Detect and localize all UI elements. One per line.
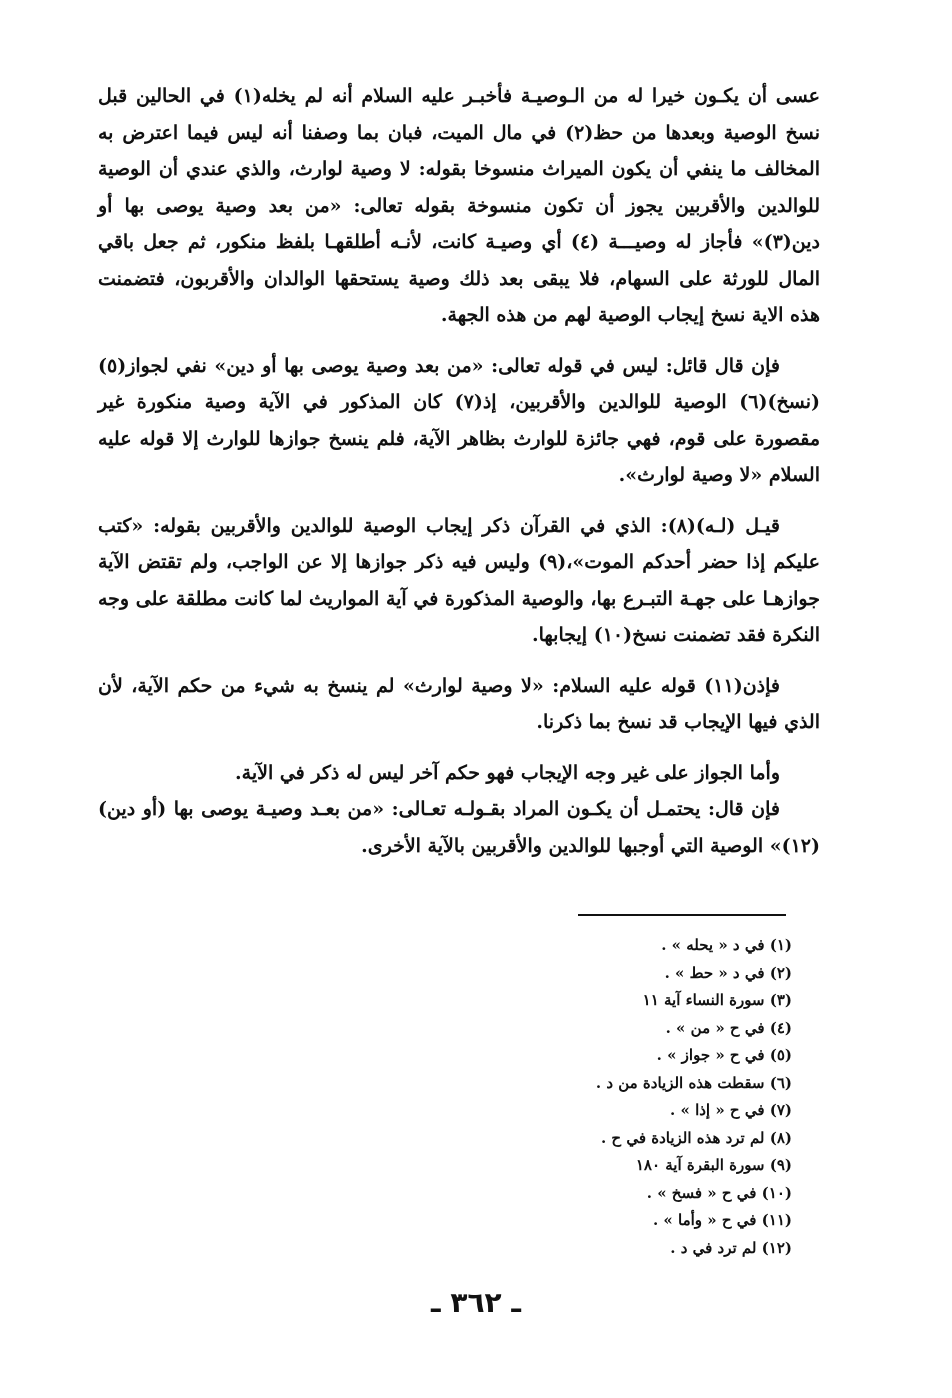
footnote: (٦) سقطت هذه الزيادة من د . [595, 1073, 792, 1092]
paragraph: عسى أن يكـون خيرا له من الـوصيـة فأخبـر عليه السلام أنه لم يخله(١) في الحالين قبل نسخ الوصية وبعدها من حظ(٢) في مال الميت، فبان بما وصفنا أنه ليس فيما اعترض به المخالف ما ينفي أن يكون الميراث منسوخا بقوله: لا وصية لوارث، والذي عندي أن الوصية للوالدين والأقربين يجوز أن تكون منسوخة بقوله تعالى: «من بعد وصية يوصى بها أو دين(٣)» فأجاز له وصيـــة (٤) أي وصيـة كانت، لأنـه أطلقهـا بلفظ منكور، ثم جعل باقي المال للورثة على السهام، فلا يبقى بعد ذلك وصية يستحقها الوالدان والأقربون، فتضمنت هذه الاية نسخ إيجاب الوصية لهم من هذه الجهة. [98, 85, 820, 326]
paragraph: فإن قال: يحتمـل أن يكـون المراد بقـولـه تعـالى: «من بعـد وصيـة يوصى بها (أو دين)(١٢)» الوصية التي أوجبها للوالدين والأقربين بالآية الأخرى. [98, 798, 820, 857]
footnote: (١٠) في ح « فسخ » . [646, 1183, 792, 1202]
footnote: (٣) سورة النساء آية ١١ [642, 991, 792, 1009]
footnote: (١٢) لم ترد في د . [670, 1238, 792, 1257]
footnote-separator [578, 914, 786, 916]
footnote: (٨) لم ترد هذه الزيادة في ح . [600, 1128, 792, 1147]
footnote: (٢) في د « حط » . [664, 963, 792, 982]
paragraph: وأما الجواز على غير وجه الإيجاب فهو حكم آخر ليس له ذكر في الآية. [235, 761, 780, 784]
paragraph: فإن قال قائل: ليس في قوله تعالى: «من بعد وصية يوصى بها أو دين» نفي لجواز(٥) (نسخ)(٦) الوصية للوالدين والأقربين، إذ(٧) كان المذكور في الآية وصية منكورة غير مقصورة على قوم، فهي جائزة للوارث بظاهر الآية، فلم ينسخ جوازها للوارث إلا قوله عليه السلام «لا وصية لوارث». [98, 354, 820, 486]
footnote: (٤) في ح « من » . [665, 1018, 792, 1037]
footnote: (٥) في ح « جواز » . [656, 1046, 792, 1064]
footnote: (١١) في ح « وأما » . [652, 1211, 792, 1229]
footnote: (١) في د « يحله » . [661, 936, 792, 954]
footnotes-list [440, 932, 792, 1262]
page-number: ـ ٣٦٢ ـ [431, 1286, 521, 1319]
body-text [98, 78, 820, 864]
footnote: (٩) سورة البقرة آية ١٨٠ [635, 1156, 792, 1174]
footnote: (٧) في ح « إذا » . [670, 1101, 792, 1119]
paragraph: فإذن(١١) قوله عليه السلام: «لا وصية لوارث» لم ينسخ به شيء من حكم الآية، لأن الذي فيها الإيجاب قد نسخ بما ذكرنا. [98, 674, 820, 733]
paragraph: قيـل (لـه)(٨): الذي في القرآن ذكر إيجاب الوصية للوالدين والأقربين بقوله: «كتب عليكم إذا حضر أحدكم الموت»،(٩) وليس فيه ذكر جوازها إلا عن الواجب، ولم تقتض الآية جوازهـا على جهـة التبـرع بها، والوصية المذكورة في آية المواريث لما كانت مطلقة على وجه النكرة فقد تضمنت نسخ(١٠) إيجابها. [98, 514, 821, 646]
